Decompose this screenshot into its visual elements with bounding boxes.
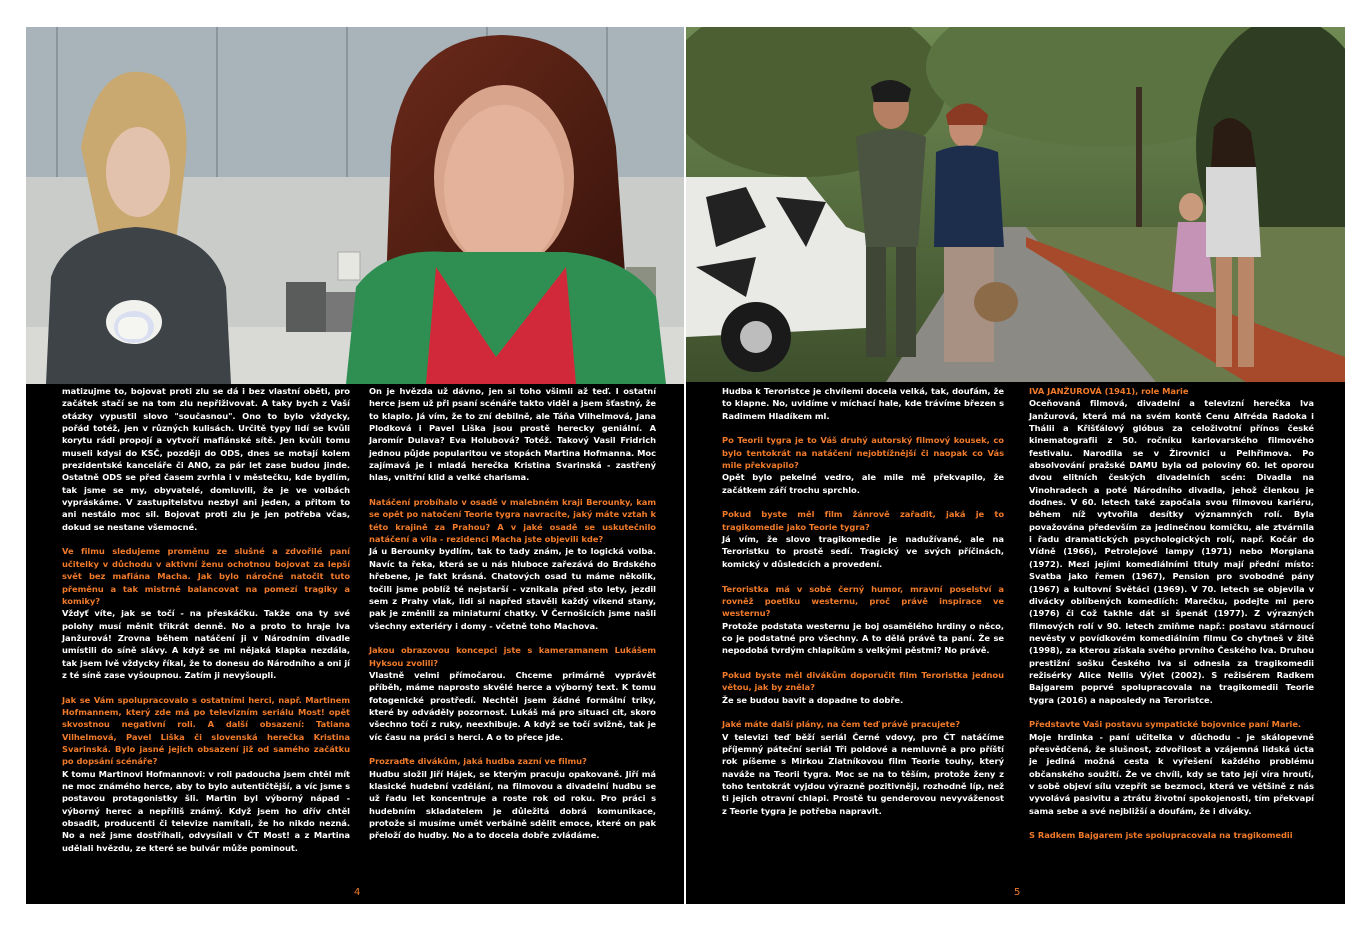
page-number: 5	[1014, 887, 1021, 898]
interview-answer: Vždyť víte, jak se točí - na přeskáčku. Takže ona ty své polohy musí měnit třikrát denně. No a proto to hraje Iva Janžurová! Zrovna během natáčení ji v Národním divadle umístili do síně slávy. A když se mi nějaká klapka nezdála, tak jsem Ivě vždycky říkal, že to donesu do Národního a oni jí z té síně zase vyšoupnou. Zatím ji nevyšoupli.	[62, 608, 350, 680]
left-page-column-1	[62, 385, 350, 866]
interview-question: Pokud byste měl divákům doporučit film Teroristka jednou větou, jak by zněla?	[722, 669, 1004, 693]
interview-question: Jaké máte další plány, na čem teď právě pracujete?	[722, 719, 960, 730]
interview-answer: Opět bylo pekelné vedro, ale mile mě překvapilo, že začátkem září trochu sprchlo.	[722, 472, 1004, 495]
right-page-column-2	[1029, 385, 1314, 842]
interview-answer: K tomu Martinovi Hofmannovi: v roli padoucha jsem chtěl mít ne moc známého herce, aby to bylo autentičtější, a víc jsme s postavou protagonistky šli. Martin byl výborný nápad - výborný herec a nepříliš známý. Když jsem ho dřív chtěl obsadit, producenti či televize namítali, že ho nikdo nezná. No a než jsme dostříhali, odvysílali v ČT Most! a z Martina udělali hvězdu, ze které se bulvár může pominout.	[62, 768, 350, 853]
interview-question: S Radkem Bajgarem jste spolupracovala na tragikomedii	[1029, 830, 1293, 841]
interview-answer: Že se budou bavit a dopadne to dobře.	[722, 694, 904, 705]
interview-answer: On je hvězda už dávno, jen si toho všimli až teď. I ostatní herce jsem už při psaní scénáře takto viděl a jsem šťastný, že to klaplo. Já vím, že to zní debilně, ale Táňa Vilhelmová, Jana Plodková i Pavel Liška jsou prostě herecky geniální. A Jaromír Dulava? Eva Holubová? Totéž. Takový Vasil Fridrich jednou půjde popularitou ve stopách Martina Hofmanna. Moc zajímavá je i mladá herečka Kristina Svarinská - zastřený hlas, vnitřní klid a velké charisma.	[369, 386, 656, 483]
interview-question: Natáčení probíhalo v osadě v malebném kraji Berounky, kam se opět po natočení Teorie tygra navracíte, jaký máte vztah k této krajině za Prahou? A v jaké osadě se uskutečnilo natáčení a vila - rezidenci Macha jste objevili kde?	[369, 497, 656, 545]
interview-question: Prozraďte divákům, jaká hudba zazní ve filmu?	[369, 756, 587, 767]
interview-question: Teroristka má v sobě černý humor, mravní poselství a rovněž poetiku westernu, proč právě inspirace ve westernu?	[722, 583, 1004, 619]
left-page	[26, 27, 684, 904]
interview-answer: Já vím, že slovo tragikomedie je nadužívané, ale na Teroristku to prostě sedí. Tragický ve svých příčinách, komický v důsledcích a provedení.	[722, 534, 1004, 569]
interview-answer: Protože podstata westernu je boj osamělého hrdiny o něco, co je podstatné pro všechny. A to dělá právě ta paní. Že se nepodobá tvrdým chlapíkům s velkými pěstmi? No právě.	[722, 620, 1004, 656]
interview-answer: V televizi teď běží seriál Černé vdovy, pro ČT natáčíme příjemný páteční seriál Tři poldové a nemluvně a pro příští rok píšeme s Mirkou Zlatníkovou film Teorie touhy, který naváže na Teorii tygra. Moc se na to těším, protože ženy z toho tentokrát vyjdou výrazně pozitivněji, rozhodně líp, než ti jejich otravní chlapi. Prostě tu genderovou nevyváženost z Teorie tygra je potřeba napravit.	[722, 731, 1004, 816]
left-page-column-2	[369, 385, 656, 854]
interview-answer: Oceňovaná filmová, divadelní a televizní herečka Iva Janžurová, která má na svém kontě Cenu Alfréda Radoka i Thálii a Křišťálový glóbus za celoživotní přínos české kinematografii z 50. ročníku karlovarského filmového festivalu. Narodila se v Žirovnici u Pelhřimova. Po absolvování pražské DAMU byla od poloviny 60. let oporou dvou elitních českých divadelních scén: Divadla na Vinohradech a poté Národního divadla, jehož členkou je dodnes. V 60. letech také započala svou filmovou kariéru, během níž vytvořila desítky významných rolí. Byla považována především za jedinečnou komičku, ale ztvárnila i řadu dramatických psychologických rolí, např. Kočár do Vídně (1966), Petrolejové lampy (1971) nebo Morgiana (1972). Mezi jejími komediálními tituly mají přední místo: Svatba jako řemen (1967), Pension pro svobodné pány (1967) a kultovní Světáci (1969). V 70. letech se objevila v divácky oblíbených komediích: Marečku, podejte mi pero (1976) či Což takhle dát si špenát (1977). Z výrazných filmových rolí v 90. letech zmiňme např.: postavu stárnoucí nevěsty v povídkovém komediálním filmu Co chytneš v žitě (1998), za kterou získala svého prvního Českého lva. Druhou prestižní sošku Českého lva si odnesla za tragikomedii režisérky Alice Nellis Výlet (2002). S režisérem Radkem Bajgarem poprvé spolupracovala na tragikomedii Teorie tygra (2016) a naposledy na Teroristce.	[1029, 398, 1314, 705]
page-number: 4	[354, 887, 361, 898]
outdoor-scene-photo	[686, 27, 1345, 382]
interview-question: Pokud byste měl film žánrově zařadit, jaká je to tragikomedie jako Teorie tygra?	[722, 509, 1004, 532]
interview-answer: Hudbu složil Jiří Hájek, se kterým pracuju opakovaně. Jiří má klasické hudební vzdělání, na filmovou a divadelní hudbu se už řadu let koncentruje a roste rok od roku. Pro práci s hudebním skladatelem je důležitá dobrá komunikace, protože si musíme umět verbálně sdělit emoce, které on pak přeloží do hudby. No a to docela dobře zvládáme.	[369, 768, 656, 841]
interview-answer: matizujme to, bojovat proti zlu se dá i bez vlastní oběti, pro začátek stačí se na tom zlu nepřiživovat. A taky bych z Vaší otázky vypustil slovo "současnou". Ono to bylo vždycky, pořád totéž, jen v různých kulisách. Určitě typy lidí se kvůli korytu rádi propojí a vytvoří mafiánské sítě. Jen kvůli tomu museli kdysi do KSČ, později do ODS, dnes se motají kolem prezidentské kanceláře či ANO, za pár let zase budou jinde. Ostatně ODS se před časem zvrhla i v městečku, kde bydlím, tak jsme se my, obyvatelé, domluvili, že je ve volbách vypráskáme. V zastupitelstvu nezbyl ani jeden, a přitom to ani nestálo moc sil. Bojovat proti zlu je jen potřeba včas, dokud se nestane všemocné.	[62, 386, 350, 532]
interview-question: Po Teorii tygra je to Váš druhý autorský filmový kousek, co bylo tentokrát na natáčení nejobtížnější či naopak co Vás mile překvapilo?	[722, 435, 1004, 471]
interview-question: Představte Vaši postavu sympatické bojovnice paní Marie.	[1029, 719, 1302, 730]
interview-answer: Já u Berounky bydlím, tak to tady znám, je to logická volba. Navíc ta řeka, která se u nás hluboce zařezává do Brdského hřebene, je fakt krásná. Chatových osad tu máme několik, točili jsme poblíž té nejstarší - vznikala před sto lety, jezdil sem z Prahy vlak, lidi si napřed stavěli každý víkend stany, pak je změnili za miniaturní chatky. V Černošicích jsme našli všechny exteriéry i domy - včetně toho Machova.	[369, 546, 656, 631]
right-page-column-1	[722, 385, 1004, 829]
interview-question: Jak se Vám spolupracovalo s ostatními herci, např. Martinem Hofmannem, který zde má po televizním seriálu Most! opět skvostnou negativní roli. A další obsazení: Tatiana Vilhelmová, Pavel Liška či slovenská herečka Kristina Svarinská. Bylo jasné jejich obsazení již od samého začátku po dopsání scénáře?	[62, 694, 350, 767]
kitchen-photo	[26, 27, 684, 384]
interview-answer: Hudba k Teroristce je chvílemi docela velká, tak, doufám, že to klapne. No, uvidíme v míchací hale, kde trávíme březen s Radimem Hladíkem ml.	[722, 386, 1004, 421]
interview-answer: Moje hrdinka - paní učitelka v důchodu - je skálopevně přesvědčená, že slušnost, zdvořilost a vzájemná lidská úcta je jediná možná cesta k vyřešení každého problému občanského soužití. Že ve chvíli, kdy se tato její víra hroutí, v sobě objeví sílu vzepřít se bezmoci, která ve většině z nás vyvolává pasivitu a ztrátu životní spokojenosti, tím překvapí sama sebe a své nejbližší a doufám, že i diváky.	[1029, 731, 1314, 816]
interview-question: IVA JANŽUROVÁ (1941), role Marie	[1029, 386, 1189, 396]
right-page	[686, 27, 1345, 904]
interview-question: Ve filmu sledujeme proměnu ze slušné a zdvořilé paní učitelky v důchodu v aktivní ženu ochotnou bojovat za lepší svět bez mafiána Macha. Jak bylo náročné natočit tuto přeměnu a tak mistrně balancovat na pomezí tragiky a komiky?	[62, 546, 350, 606]
interview-question: Jakou obrazovou koncepci jste s kameramanem Lukášem Hyksou zvolili?	[369, 645, 656, 668]
interview-answer: Vlastně velmi přímočarou. Chceme primárně vyprávět příběh, máme naprosto skvělé herce a výborný text. K tomu fotogenické prostředí. Nechtěl jsem žádné formální triky, které by odváděly pozornost. Lukáš má pro situaci cit, skoro všechno točí z ruky, neexhibuje. A když se točí svižně, tak je víc času na práci s herci. A o to přece jde.	[369, 669, 656, 742]
